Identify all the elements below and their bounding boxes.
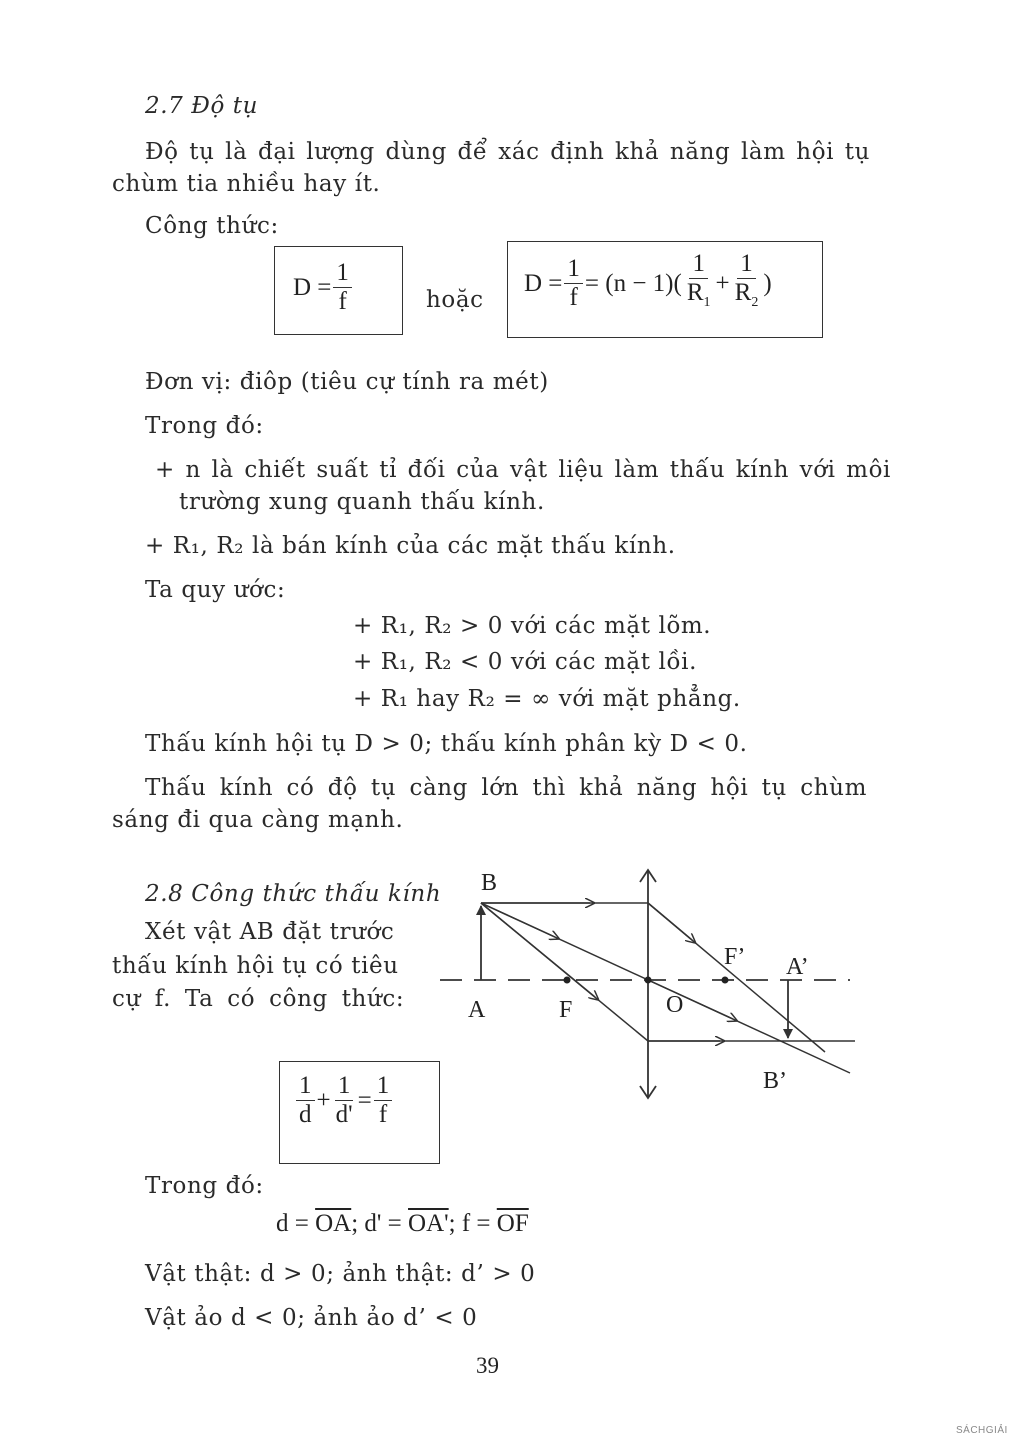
fraction-denominator: f xyxy=(569,284,578,311)
convention-plane: + R₁ hay R₂ = ∞ với mặt phẳng. xyxy=(353,686,741,712)
real-object-rule: Vật thật: d > 0; ảnh thật: d’ > 0 xyxy=(145,1261,536,1287)
label-b: B xyxy=(481,870,498,896)
fraction-1-over-f xyxy=(564,255,583,312)
fraction-numerator: 1 xyxy=(333,259,352,288)
fraction-numerator: 1 xyxy=(564,255,583,284)
label-aprime: A’ xyxy=(786,954,809,980)
paragraph-line-2: thấu kính hội tụ có tiêu xyxy=(112,953,399,979)
plus-sign: + xyxy=(316,1086,331,1114)
close-paren: ) xyxy=(763,269,772,297)
fraction-denominator: f xyxy=(378,1101,388,1128)
paragraph-line-3: cự f. Ta có công thức: xyxy=(112,986,405,1012)
focal-point-f xyxy=(564,977,571,984)
where-label-2: Trong đó: xyxy=(145,1173,264,1199)
where-label: Trong đó: xyxy=(145,413,264,439)
fraction-denominator xyxy=(684,279,714,317)
formula-box-simple xyxy=(274,246,403,335)
lens-sign-rule: Thấu kính hội tụ D > 0; thấu kính phân kỳ D < 0. xyxy=(145,731,748,757)
formula-box-lens xyxy=(279,1061,440,1164)
convention-label: Ta quy ước: xyxy=(145,577,286,603)
fraction-numerator: 1 xyxy=(689,250,708,279)
section-heading-2-7: 2.7 Độ tụ xyxy=(145,93,259,119)
paragraph-power: Thấu kính có độ tụ càng lớn thì khả năng hội tụ chùm sáng đi qua càng mạnh. xyxy=(112,775,867,833)
fraction-denominator: d xyxy=(299,1101,312,1128)
label-bprime: B’ xyxy=(763,1068,787,1094)
formula-box-lensmaker xyxy=(507,241,823,338)
section-heading-2-8: 2.8 Công thức thấu kính xyxy=(145,881,442,907)
overline-oa: $\overline{OA}$ xyxy=(315,1210,352,1237)
or-word: hoặc xyxy=(426,287,484,313)
fraction-1-over-r2 xyxy=(732,250,762,317)
fraction-1-over-dprime xyxy=(333,1072,356,1129)
formula-lhs: D = xyxy=(293,273,332,301)
def-f: ; f = xyxy=(448,1210,497,1237)
paragraph-definition: Độ tụ là đại lượng dùng để xác định khả năng làm hội tụ chùm tia nhiều hay ít. xyxy=(112,139,870,197)
r-symbol: R xyxy=(686,279,704,306)
fraction-denominator xyxy=(732,279,762,317)
focal-point-fprime xyxy=(722,977,729,984)
converging-lens xyxy=(640,870,656,1098)
page-number: 39 xyxy=(476,1353,499,1378)
fraction-numerator: 1 xyxy=(737,250,756,279)
formula-middle: = (n − 1)( xyxy=(584,269,682,297)
subscript: 2 xyxy=(751,295,759,310)
label-a: A xyxy=(468,997,486,1023)
def-d: d = xyxy=(276,1210,316,1237)
equals-sign: = xyxy=(357,1086,372,1114)
paragraph-line-1: Xét vật AB đặt trước xyxy=(145,919,395,945)
r-symbol: R xyxy=(734,279,752,306)
subscript: 1 xyxy=(703,295,711,310)
fraction-1-over-d xyxy=(296,1072,315,1129)
bullet-radii: + R₁, R₂ là bán kính của các mặt thấu kính. xyxy=(145,533,676,559)
convention-concave: + R₁, R₂ > 0 với các mặt lõm. xyxy=(353,613,712,639)
fraction-1-over-f xyxy=(333,259,352,316)
fraction-numerator: 1 xyxy=(374,1072,393,1101)
plus-sign: + xyxy=(715,269,730,297)
optical-center-o xyxy=(645,977,652,984)
label-fprime: F’ xyxy=(724,944,746,970)
light-rays xyxy=(481,903,855,1073)
convention-convex: + R₁, R₂ < 0 với các mặt lồi. xyxy=(353,649,697,675)
watermark-logo: SÁCHGIẢI xyxy=(956,1425,1008,1436)
fraction-numerator: 1 xyxy=(335,1072,354,1101)
lens-ray-diagram xyxy=(430,860,870,1110)
fraction-denominator: f xyxy=(338,288,347,315)
overline-of: $\overline{OF}$ xyxy=(496,1210,529,1237)
fraction-denominator: d' xyxy=(335,1101,353,1128)
virtual-object-rule: Vật ảo d < 0; ảnh ảo d’ < 0 xyxy=(145,1305,478,1331)
fraction-numerator: 1 xyxy=(296,1072,315,1101)
fraction-1-over-r1 xyxy=(684,250,714,317)
fraction-1-over-f xyxy=(374,1072,393,1129)
overline-oaprime: OA' xyxy=(408,1210,449,1237)
label-f: F xyxy=(559,997,573,1023)
unit-line: Đơn vị: điôp (tiêu cự tính ra mét) xyxy=(145,369,549,395)
sign-definitions xyxy=(276,1208,529,1240)
bullet-refractive-index: + n là chiết suất tỉ đối của vật liệu làm thấu kính với môi trường xung quanh thấu kính. xyxy=(155,457,891,515)
label-o: O xyxy=(666,992,684,1018)
formula-label: Công thức: xyxy=(145,213,279,239)
def-dprime: ; d' = xyxy=(351,1210,409,1237)
formula-lhs: D = xyxy=(524,269,563,297)
